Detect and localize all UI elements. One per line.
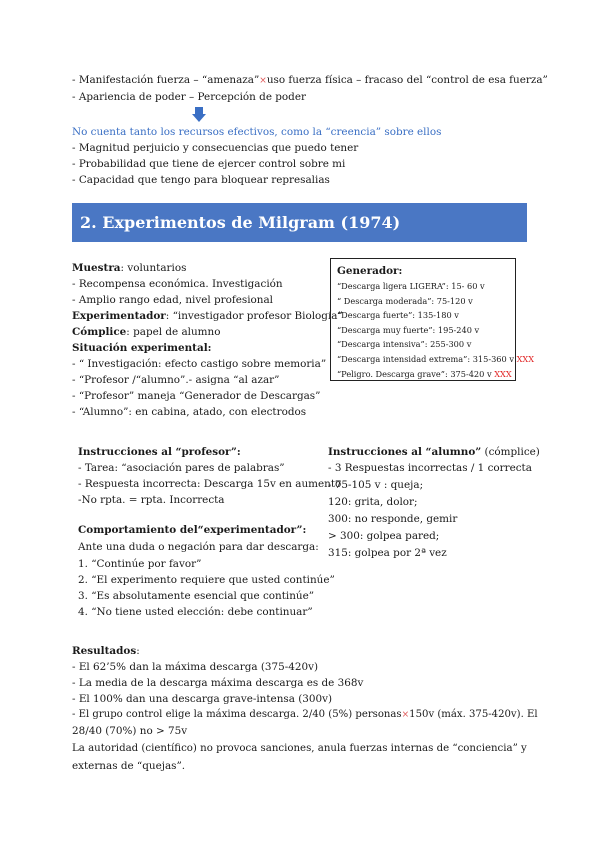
section-banner (72, 203, 527, 242)
cross-symbol: × (259, 76, 267, 86)
instr-profesor-item-2: - Respuesta incorrecta: Descarga 15v en aumento (78, 478, 342, 490)
intro-line-1b: uso fuerza física – fracaso del “control de esa fuerza” (266, 74, 548, 86)
resultado-item-1: - El 62’5% dan la máxima descarga (375-420v) (72, 661, 318, 673)
comportamiento-title: Comportamiento del“experimentador”: (78, 524, 307, 536)
xxx-mark: XXX (516, 353, 535, 364)
muestra-line (72, 260, 186, 276)
instr-alumno-item-5: > 300: golpea pared; (328, 530, 440, 542)
situacion-label: Situación experimental (72, 342, 208, 354)
conclusion-line-1: La autoridad (científico) no provoca sanciones, anula fuerzas internas de “conciencia” y (72, 743, 527, 754)
instr-alumno-item-4: 300: no responde, gemir (328, 513, 458, 525)
conclusion-line-2: externas de “quejas”. (72, 760, 186, 772)
muestra-label: Muestra (72, 262, 121, 274)
resultados-title: Resultados: (72, 645, 140, 657)
generador-item-grave: “Peligro. Descarga grave”: 375-420 v XXX (337, 368, 512, 379)
resultado-item-3: - El 100% dan una descarga grave-intensa (300v) (72, 693, 333, 705)
experimentador-line (72, 308, 343, 324)
instr-alumno-item-2: - 75-105 v : queja; (328, 479, 424, 491)
cross-symbol: × (401, 710, 410, 720)
intro-line-1 (72, 72, 548, 89)
intro-line-1a: - Manifestación fuerza – “amenaza” (72, 74, 260, 86)
situacion-item-2: - “Profesor /“alumno”.- asigna “al azar” (72, 374, 280, 386)
experimentador-value: : “investigador profesor Biología” (165, 310, 343, 322)
generador-item-extrema: “Descarga intensidad extrema”: 315-360 v XXX (337, 353, 535, 364)
generador-item: “Descarga ligera LIGERA”: 15- 60 v (337, 281, 485, 291)
situacion-item-1: - “ Investigación: efecto castigo sobre memoria” (72, 358, 327, 370)
section-title: 2. Experimentos de Milgram (1974) (80, 213, 401, 232)
generador-item: “Descarga intensiva”: 255-300 v (337, 339, 472, 350)
instr-profesor-item-3: -No rpta. = rpta. Incorrecta (78, 494, 225, 506)
generador-item: “ Descarga moderada”: 75-120 v (337, 295, 473, 306)
intro-line-5: - Capacidad que tengo para bloquear represalias (72, 174, 330, 186)
intro-line-2: - Apariencia de poder – Percepción de poder (72, 91, 306, 103)
comportamiento-intro: Ante una duda o negación para dar descarga: (78, 541, 319, 553)
comportamiento-item-3: 3. “Es absolutamente esencial que continúe” (78, 590, 315, 602)
experimentador-label: Experimentador (72, 310, 166, 322)
muestra-item-2: - Amplio rango edad, nivel profesional (72, 294, 273, 306)
situacion-colon: : (207, 342, 212, 354)
resultado-item-4: - El grupo control elige la máxima descarga. 2/40 (5%) personas×150v (máx. 375-420v). El (72, 709, 538, 720)
instr-alumno-title: Instrucciones al “alumno” (cómplice) (328, 446, 540, 458)
resultado-item-2: - La media de la descarga máxima descarga es de 368v (72, 677, 364, 689)
generador-item: “Descarga fuerte”: 135-180 v (337, 310, 459, 321)
generador-box (330, 258, 535, 381)
intro-line-3: - Magnitud perjuicio y consecuencias que puedo tener (72, 142, 359, 154)
comportamiento-item-1: 1. “Continúe por favor” (78, 558, 202, 570)
intro-line-4: - Probabilidad que tiene de ejercer control sobre mi (72, 158, 346, 170)
situacion-item-4: - “Alumno”: en cabina, atado, con electrodos (72, 406, 307, 418)
generador-item: “Descarga muy fuerte”: 195-240 v (337, 324, 480, 335)
muestra-item-1: - Recompensa económica. Investigación (72, 278, 283, 290)
creencia-line: No cuenta tanto los recursos efectivos, como la “creencia” sobre ellos (72, 126, 442, 138)
xxx-mark: XXX (494, 368, 512, 379)
instr-alumno-item-1: - 3 Respuestas incorrectas / 1 correcta (328, 462, 532, 474)
situacion-line (72, 340, 212, 356)
down-arrow-icon (192, 107, 206, 123)
comportamiento-item-2: 2. “El experimento requiere que usted continúe” (78, 574, 335, 586)
instr-profesor-title: Instrucciones al “profesor”: (78, 446, 241, 458)
complice-line (72, 324, 221, 340)
situacion-item-3: - “Profesor” maneja “Generador de Descargas” (72, 390, 321, 402)
resultado-item-5: 28/40 (70%) no > 75v (72, 725, 188, 737)
complice-value: : papel de alumno (126, 326, 221, 338)
comportamiento-item-4: 4. “No tiene usted elección: debe continuar” (78, 606, 313, 618)
complice-label: Cómplice (72, 326, 127, 338)
instr-alumno-item-6: 315: golpea por 2ª vez (328, 547, 447, 559)
instr-profesor-item-1: - Tarea: “asociación pares de palabras” (78, 462, 285, 474)
muestra-value: : voluntarios (120, 262, 187, 274)
generador-title: Generador: (337, 265, 403, 277)
instr-alumno-item-3: 120: grita, dolor; (328, 496, 418, 508)
